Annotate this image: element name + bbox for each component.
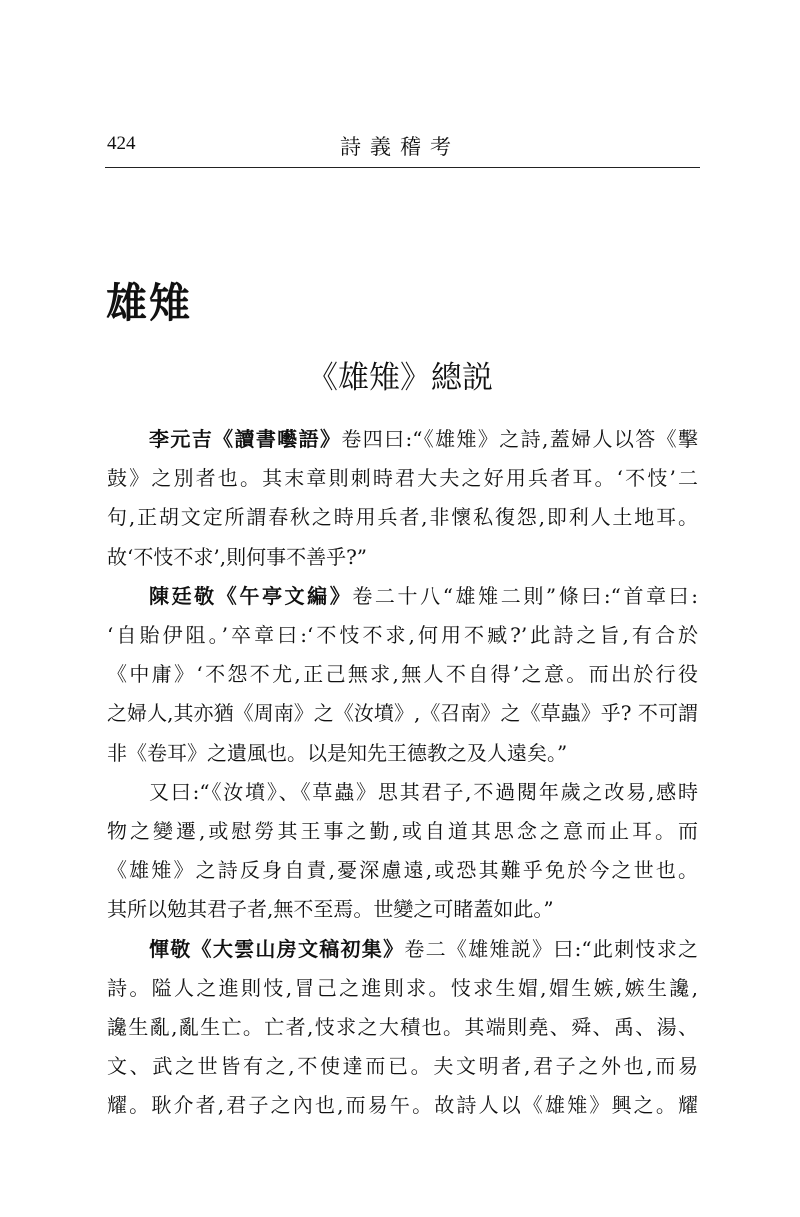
text-line bbox=[107, 694, 698, 733]
line-text: 卷二十八“雄雉二則”條曰:“首章曰: bbox=[352, 583, 698, 608]
text-line bbox=[107, 890, 698, 929]
page-number: 424 bbox=[107, 133, 136, 154]
line-text: 耀。耿介者,君子之內也,而易午。故詩人以《雄雉》興之。耀 bbox=[107, 1093, 698, 1118]
text-line bbox=[107, 459, 698, 498]
cited-source: 陳廷敬《午亭文編》 bbox=[149, 583, 353, 608]
line-text: 之婦人,其亦猶《周南》之《汝墳》,《召南》之《草蟲》乎? 不可謂 bbox=[107, 701, 698, 726]
line-text: 又曰:“《汝墳》、《草蟲》思其君子,不過閱年歲之改易,感時 bbox=[149, 779, 698, 804]
line-text: 讒生亂,亂生亡。亡者,忮求之大積也。其端則堯、舜、禹、湯、 bbox=[107, 1015, 698, 1040]
line-text: 句,正胡文定所謂春秋之時用兵者,非懷私復怨,即利人土地耳。 bbox=[107, 505, 698, 530]
text-line bbox=[107, 930, 698, 969]
chapter-title: 雄雉 bbox=[106, 279, 192, 327]
line-text: 非《卷耳》之遺風也。以是知先王德教之及人遠矣。” bbox=[107, 740, 568, 765]
text-line bbox=[107, 773, 698, 812]
header-rule bbox=[105, 167, 700, 168]
text-line bbox=[107, 577, 698, 616]
paragraph bbox=[107, 930, 698, 1126]
cited-source: 李元吉《讀書囈語》 bbox=[149, 427, 342, 451]
text-line bbox=[107, 498, 698, 537]
line-text: 鼓》之別者也。其末章則刺時君大夫之好用兵者耳。‘不忮’二 bbox=[107, 466, 698, 491]
text-line bbox=[107, 420, 698, 459]
line-text: 卷四曰:“《雄雉》之詩,蓋婦人以答《擊 bbox=[341, 427, 699, 451]
line-text: 《中庸》‘不怨不尤,正己無求,無人不自得’之意。而出於行役 bbox=[107, 662, 698, 687]
text-line bbox=[107, 812, 698, 851]
paragraph bbox=[107, 577, 698, 773]
body-text bbox=[107, 420, 698, 1126]
line-text: 其所以勉其君子者,無不至焉。世變之可睹蓋如此。” bbox=[107, 897, 554, 922]
text-line bbox=[107, 655, 698, 694]
line-text: ‘自貽伊阻。’卒章曰:‘不忮不求,何用不臧?’此詩之旨,有合於 bbox=[107, 623, 698, 648]
text-line bbox=[107, 538, 698, 577]
line-text: 卷二《雄雉説》曰:“此刺忮求之 bbox=[404, 936, 698, 961]
text-line bbox=[107, 734, 698, 773]
text-line bbox=[107, 1086, 698, 1125]
cited-source: 惲敬《大雲山房文稿初集》 bbox=[149, 936, 405, 961]
text-line bbox=[107, 969, 698, 1008]
line-text: 文、武之世皆有之,不使達而已。夫文明者,君子之外也,而易 bbox=[107, 1054, 698, 1079]
text-line bbox=[107, 1008, 698, 1047]
line-text: 故‘不忮不求’,則何事不善乎?” bbox=[107, 544, 368, 569]
text-line bbox=[107, 851, 698, 890]
running-title: 詩義稽考 bbox=[340, 135, 460, 159]
line-text: 物之變遷,或慰勞其王事之勤,或自道其思念之意而止耳。而 bbox=[107, 819, 698, 844]
paragraph bbox=[107, 420, 698, 577]
line-text: 詩。隘人之進則忮,冒己之進則求。忮求生媢,媢生嫉,嫉生讒, bbox=[107, 975, 698, 1000]
paragraph bbox=[107, 773, 698, 930]
text-line bbox=[107, 616, 698, 655]
section-title: 《雄雉》總説 bbox=[307, 360, 493, 396]
text-line bbox=[107, 1047, 698, 1086]
line-text: 《雄雉》之詩反身自責,憂深慮遠,或恐其難乎免於今之世也。 bbox=[107, 858, 698, 883]
